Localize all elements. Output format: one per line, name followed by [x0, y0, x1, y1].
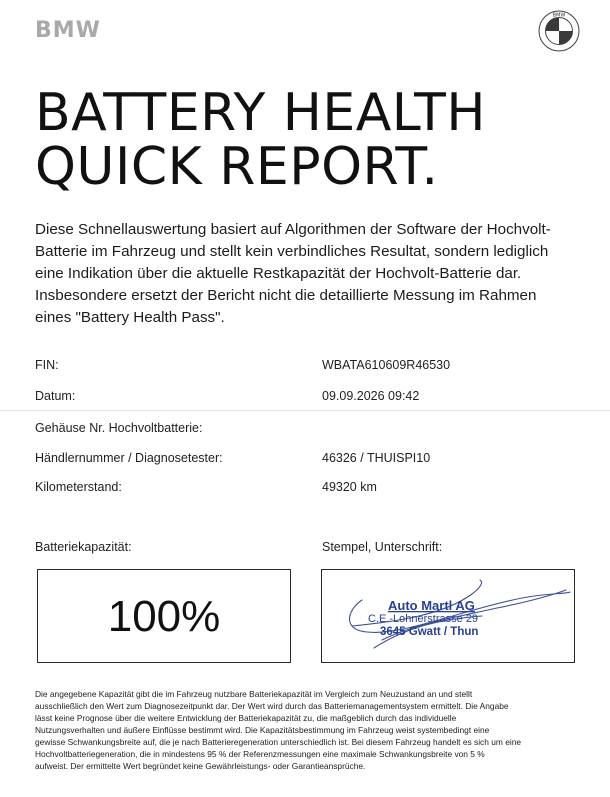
stamp-label: Stempel, Unterschrift:: [322, 540, 443, 554]
field-label: Gehäuse Nr. Hochvoltbatterie:: [35, 421, 203, 435]
divider: [0, 410, 610, 411]
field-value: 46326 / THUISPI10: [322, 451, 431, 465]
field-date: [35, 389, 595, 409]
field-mileage: [35, 480, 595, 500]
disclaimer-line: Die angegebene Kapazität gibt die im Fahrzeug nutzbare Batteriekapazität im Vergleich zum Neuzustand an und stellt: [35, 689, 473, 699]
title-line-1: BATTERY HEALTH: [35, 83, 486, 143]
title-line-2: QUICK REPORT.: [35, 137, 439, 197]
capacity-box: [37, 569, 291, 663]
disclaimer-line: gewisse Schwankungsbreite auf, die je nach Batterieregeneration unterschiedlich ist. Bei diesem Fahrzeug handelt es sich um eine: [35, 737, 522, 747]
brand-wordmark: BMW: [35, 18, 101, 43]
field-label: Kilometerstand:: [35, 480, 122, 494]
intro-line: eine Indikation über die aktuelle Restkapazität der Hochvolt-Batterie dar.: [35, 265, 522, 282]
disclaimer-line: Nutzungsverhalten und äußere Einflüsse bestimmt wird. Die Kapazitätsbestimmung im Fahrzeug weist systembedingt eine: [35, 725, 490, 735]
report-title: [35, 83, 486, 197]
disclaimer-line: lässt keine Prognose über die weitere Entwicklung der Batteriekapazität zu, die maßgeblich durch das individuelle: [35, 713, 457, 723]
disclaimer-line: Hochvoltbatteriegeneration, die in mindestens 95 % der Referenzmessungen eine maximale Schwankungsbreite von 5 %: [35, 749, 485, 759]
stamp-company: Auto Martl AG: [388, 598, 475, 613]
capacity-label: Batteriekapazität:: [35, 540, 132, 554]
stamp-city: 3645 Gwatt / Thun: [380, 626, 479, 638]
field-value: 49320 km: [322, 480, 377, 494]
stamp-box: [321, 569, 575, 663]
disclaimer-line: ausschließlich den Wert zum Diagnosezeitpunkt dar. Der Wert wird durch das Batteriemanagementsystem ermittelt. Die Angabe: [35, 701, 509, 711]
field-fin: [35, 358, 595, 378]
intro-paragraph: [35, 219, 595, 329]
field-label: Händlernummer / Diagnosetester:: [35, 451, 223, 465]
intro-line: Insbesondere ersetzt der Bericht nicht die detaillierte Messung im Rahmen: [35, 287, 537, 304]
stamp-street: C.E.-Lohnerstrasse 29: [368, 613, 479, 625]
field-value: 09.09.2026 09:42: [322, 389, 420, 403]
intro-line: Diese Schnellauswertung basiert auf Algorithmen der Software der Hochvolt-: [35, 221, 551, 238]
roundel-letters: BMW: [552, 12, 566, 19]
bmw-roundel-icon: [538, 10, 580, 52]
field-label: Datum:: [35, 389, 76, 403]
intro-line: Batterie im Fahrzeug und stellt kein verbindliches Resultat, sondern lediglich: [35, 243, 549, 260]
field-label: FIN:: [35, 358, 59, 372]
capacity-value: 100%: [107, 592, 221, 641]
disclaimer-line: aufweist. Der ermittelte Wert begründet keine Gewährleistungs- oder Garantieansprüche.: [35, 761, 366, 771]
field-dealer: [35, 451, 595, 471]
disclaimer-text: [35, 688, 590, 772]
intro-line: eines "Battery Health Pass".: [35, 309, 225, 326]
field-battery-housing: [35, 421, 595, 441]
field-value: WBATA610609R46530: [322, 358, 451, 372]
stamp-signature: [322, 570, 576, 664]
